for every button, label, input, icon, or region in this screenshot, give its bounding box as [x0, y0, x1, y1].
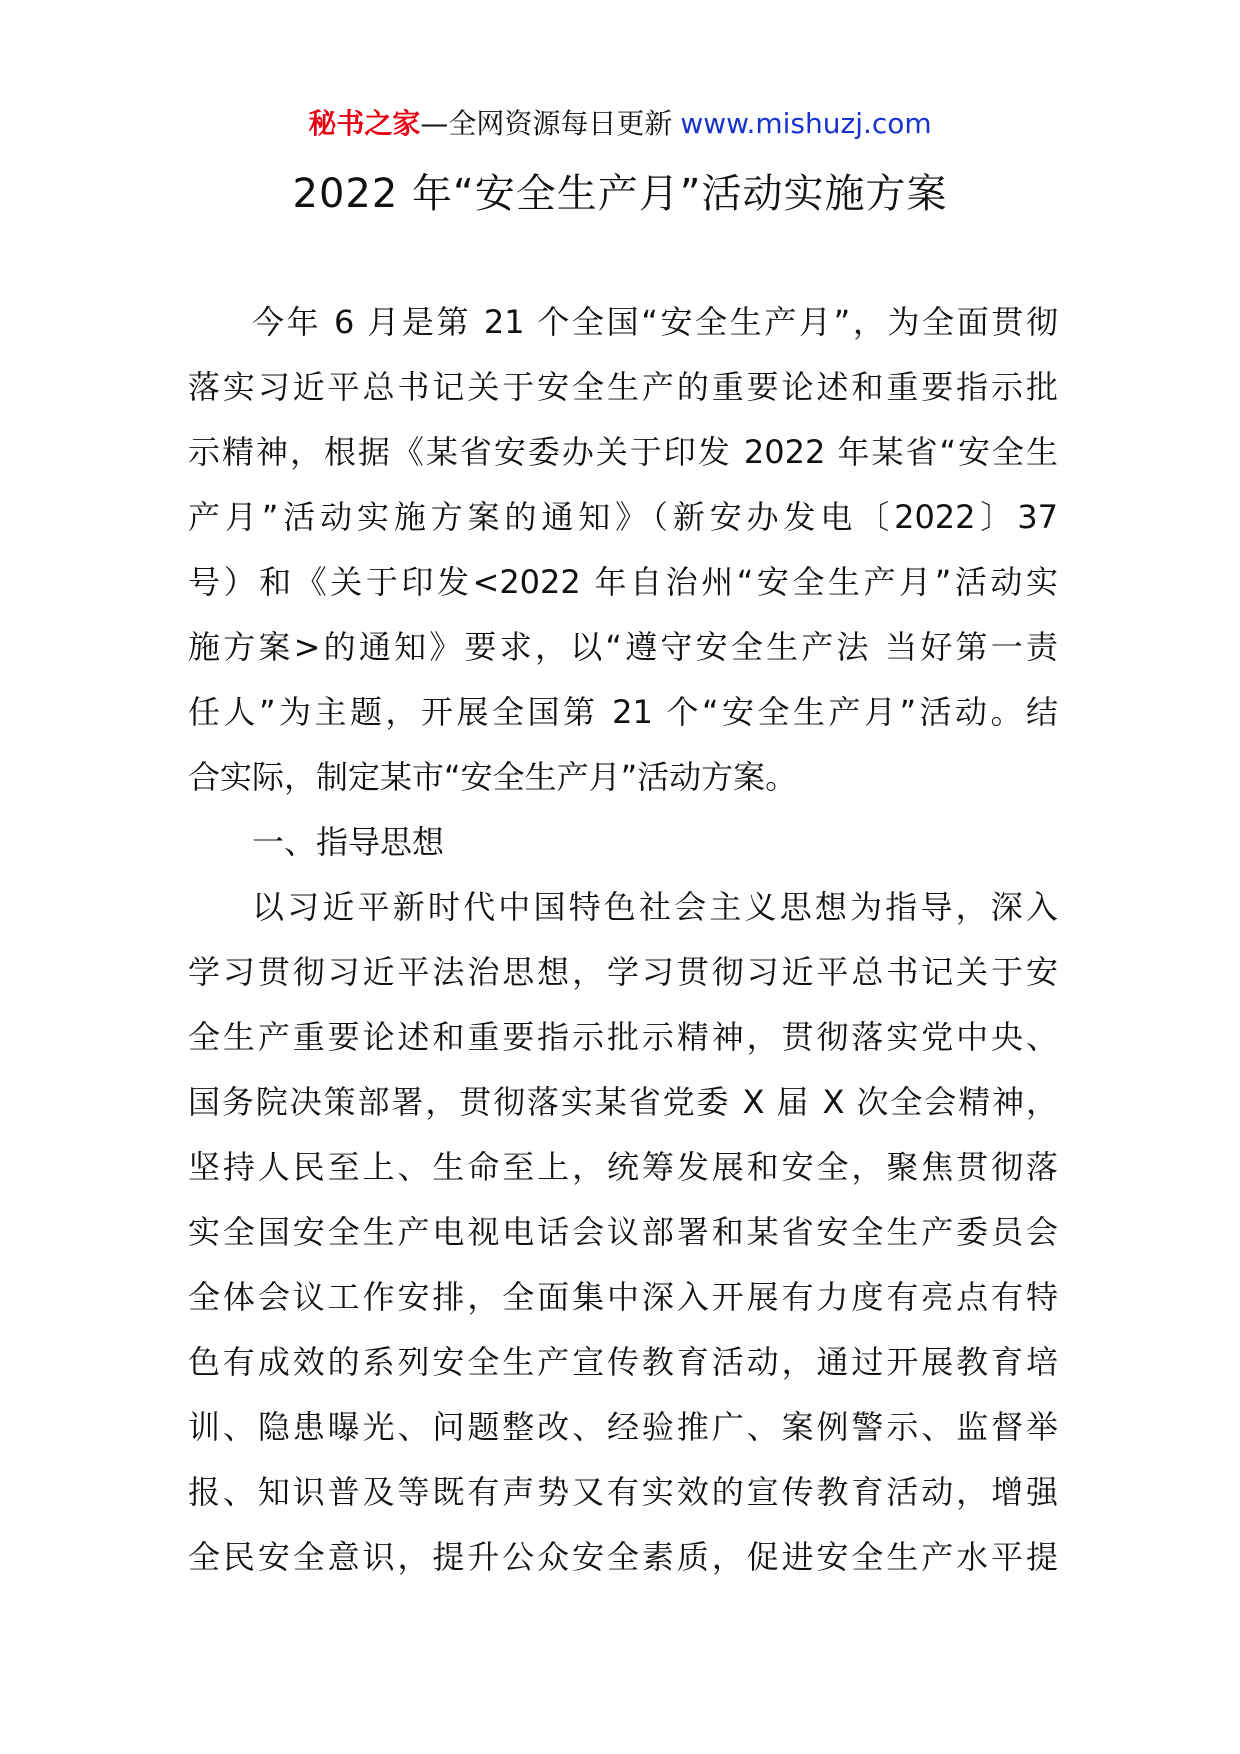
paragraph-line: 训、隐患曝光、问题整改、经验推广、案例警示、监督举 — [188, 1408, 1058, 1446]
paragraph-line: 施方案>的通知》要求，以“遵守安全生产法 当好第一责 — [188, 628, 1058, 666]
document-title: 2022 年“安全生产月”活动实施方案 — [292, 171, 948, 217]
paragraph-line: 学习贯彻习近平法治思想，学习贯彻习近平总书记关于安 — [188, 953, 1058, 991]
paragraph-line: 产月”活动实施方案的通知》（新安办发电〔2022〕37 — [188, 498, 1058, 536]
site-header — [0, 104, 1240, 144]
paragraph-line: 国务院决策部署，贯彻落实某省党委 X 届 X 次全会精神， — [188, 1083, 1058, 1121]
section-heading: 一、指导思想 — [252, 823, 445, 861]
paragraph-line: 坚持人民至上、生命至上，统筹发展和安全，聚焦贯彻落 — [188, 1148, 1058, 1186]
paragraph-line: 报、知识普及等既有声势又有实效的宣传教育活动，增强 — [188, 1473, 1058, 1511]
paragraph-line: 落实习近平总书记关于安全生产的重要论述和重要指示批 — [188, 368, 1058, 406]
paragraph-line: 合实际，制定某市“安全生产月”活动方案。 — [188, 758, 798, 796]
paragraph-line: 号）和《关于印发<2022 年自治州“安全生产月”活动实 — [188, 563, 1058, 601]
paragraph-line: 以习近平新时代中国特色社会主义思想为指导，深入 — [252, 888, 1058, 926]
paragraph-line: 实全国安全生产电视电话会议部署和某省安全生产委员会 — [188, 1213, 1058, 1251]
paragraph-line: 色有成效的系列安全生产宣传教育活动，通过开展教育培 — [188, 1343, 1058, 1381]
brand-name: 秘书之家 — [308, 107, 421, 140]
paragraph-line: 全民安全意识，提升公众安全素质，促进安全生产水平提 — [188, 1538, 1058, 1576]
paragraph-line: 今年 6 月是第 21 个全国“安全生产月”，为全面贯彻 — [252, 303, 1058, 341]
paragraph-line: 任人”为主题，开展全国第 21 个“安全生产月”活动。结 — [188, 693, 1058, 731]
document-body — [188, 290, 1058, 1590]
header-slogan: —全网资源每日更新 — [420, 107, 673, 140]
site-url-link[interactable]: www.mishuzj.com — [680, 107, 932, 140]
paragraph-line: 全体会议工作安排，全面集中深入开展有力度有亮点有特 — [188, 1278, 1058, 1316]
paragraph-line: 全生产重要论述和重要指示批示精神，贯彻落实党中央、 — [188, 1018, 1058, 1056]
paragraph-line: 示精神，根据《某省安委办关于印发 2022 年某省“安全生 — [188, 433, 1058, 471]
